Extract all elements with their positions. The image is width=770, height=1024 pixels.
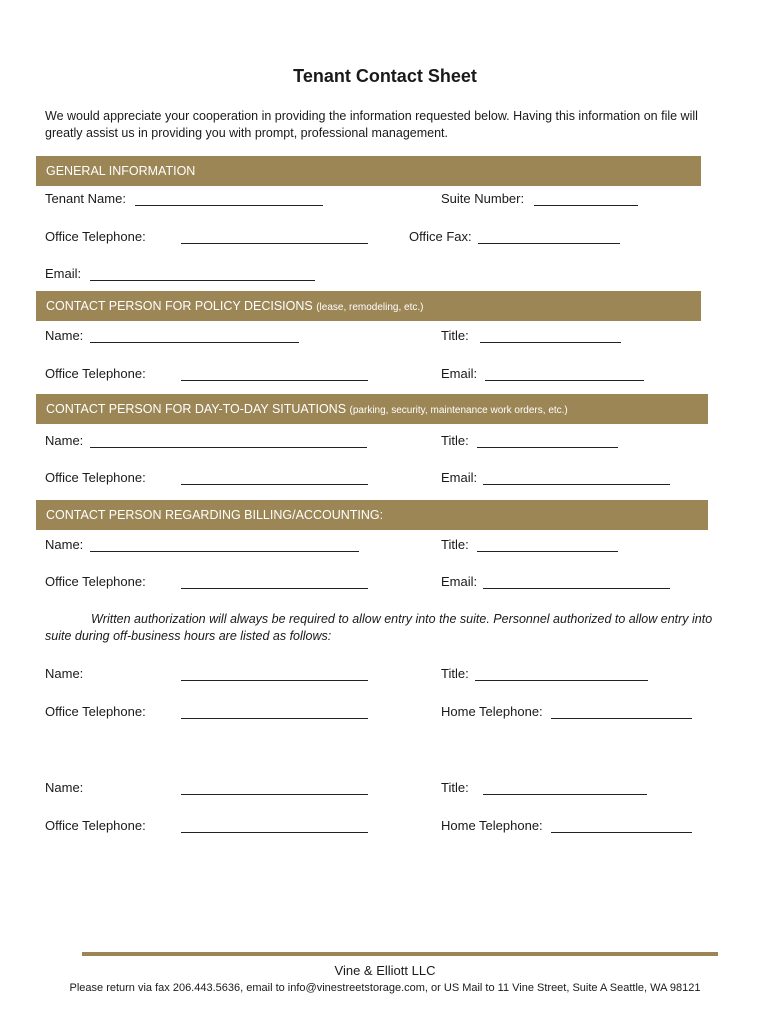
auth2-office-telephone-field[interactable] — [181, 832, 368, 833]
section-note: (parking, security, maintenance work orders, etc.) — [349, 405, 568, 416]
auth2-title-label: Title: — [441, 780, 469, 795]
daytoday-email-label: Email: — [441, 470, 478, 485]
daytoday-office-telephone-field[interactable] — [181, 484, 368, 485]
auth1-home-telephone-label: Home Telephone: — [441, 704, 543, 719]
office-fax-field[interactable] — [478, 243, 620, 244]
daytoday-name-label: Name: — [45, 433, 84, 448]
suite-number-label: Suite Number: — [441, 191, 525, 206]
billing-name-label: Name: — [45, 537, 84, 552]
auth1-office-telephone-field[interactable] — [181, 718, 368, 719]
policy-title-field[interactable] — [480, 342, 621, 343]
daytoday-title-field[interactable] — [477, 447, 618, 448]
auth2-home-telephone-field[interactable] — [551, 832, 692, 833]
section-heading: CONTACT PERSON FOR DAY-TO-DAY SITUATIONS — [46, 402, 347, 416]
auth1-title-label: Title: — [441, 666, 469, 681]
footer-divider — [82, 952, 718, 956]
section-daytoday-header — [36, 394, 708, 424]
daytoday-office-telephone-label: Office Telephone: — [45, 470, 146, 485]
email-label: Email: — [45, 266, 82, 281]
billing-office-telephone-label: Office Telephone: — [45, 574, 146, 589]
policy-title-label: Title: — [441, 328, 469, 343]
section-note: (lease, remodeling, etc.) — [316, 302, 424, 313]
email-field[interactable] — [90, 280, 315, 281]
auth2-name-label: Name: — [45, 780, 84, 795]
office-fax-label: Office Fax: — [409, 229, 472, 244]
section-policy-header — [36, 291, 701, 321]
authorization-text: Written authorization will always be required to allow entry into the suite. Personnel authorized to allow entry into suite during off-business hours are listed as follows: — [45, 612, 713, 643]
suite-number-field[interactable] — [534, 205, 638, 206]
auth2-title-field[interactable] — [483, 794, 647, 795]
tenant-name-label: Tenant Name: — [45, 191, 126, 206]
policy-name-field[interactable] — [90, 342, 299, 343]
section-billing-header — [36, 500, 708, 530]
page-title: Tenant Contact Sheet — [293, 66, 477, 86]
company-name: Vine & Elliott LLC — [334, 963, 436, 978]
auth2-home-telephone-label: Home Telephone: — [441, 818, 543, 833]
daytoday-name-field[interactable] — [90, 447, 367, 448]
tenant-name-field[interactable] — [135, 205, 323, 206]
daytoday-title-label: Title: — [441, 433, 469, 448]
billing-title-label: Title: — [441, 537, 469, 552]
section-general-header — [36, 156, 701, 186]
auth1-office-telephone-label: Office Telephone: — [45, 704, 146, 719]
billing-office-telephone-field[interactable] — [181, 588, 368, 589]
section-heading: CONTACT PERSON REGARDING BILLING/ACCOUNTING: — [46, 508, 384, 522]
auth2-office-telephone-label: Office Telephone: — [45, 818, 146, 833]
policy-email-field[interactable] — [485, 380, 644, 381]
policy-office-telephone-label: Office Telephone: — [45, 366, 146, 381]
office-telephone-label: Office Telephone: — [45, 229, 146, 244]
daytoday-email-field[interactable] — [483, 484, 670, 485]
auth1-name-label: Name: — [45, 666, 84, 681]
policy-office-telephone-field[interactable] — [181, 380, 368, 381]
auth1-home-telephone-field[interactable] — [551, 718, 692, 719]
auth2-name-field[interactable] — [181, 794, 368, 795]
billing-email-label: Email: — [441, 574, 478, 589]
policy-email-label: Email: — [441, 366, 478, 381]
return-instructions: Please return via fax 206.443.5636, email to info@vinestreetstorage.com, or US Mail to 11 Vine Street, Suite A Seattle, WA 98121 — [69, 982, 701, 994]
billing-name-field[interactable] — [90, 551, 359, 552]
billing-title-field[interactable] — [477, 551, 618, 552]
section-heading: CONTACT PERSON FOR POLICY DECISIONS — [46, 299, 313, 313]
section-heading: GENERAL INFORMATION — [46, 164, 196, 178]
auth1-name-field[interactable] — [181, 680, 368, 681]
office-telephone-field[interactable] — [181, 243, 368, 244]
auth1-title-field[interactable] — [475, 680, 648, 681]
billing-email-field[interactable] — [483, 588, 670, 589]
policy-name-label: Name: — [45, 328, 84, 343]
intro-text: We would appreciate your cooperation in providing the information requested below. Having this information on file will greatly assist us in providing you with prompt, professional management. — [45, 109, 698, 140]
